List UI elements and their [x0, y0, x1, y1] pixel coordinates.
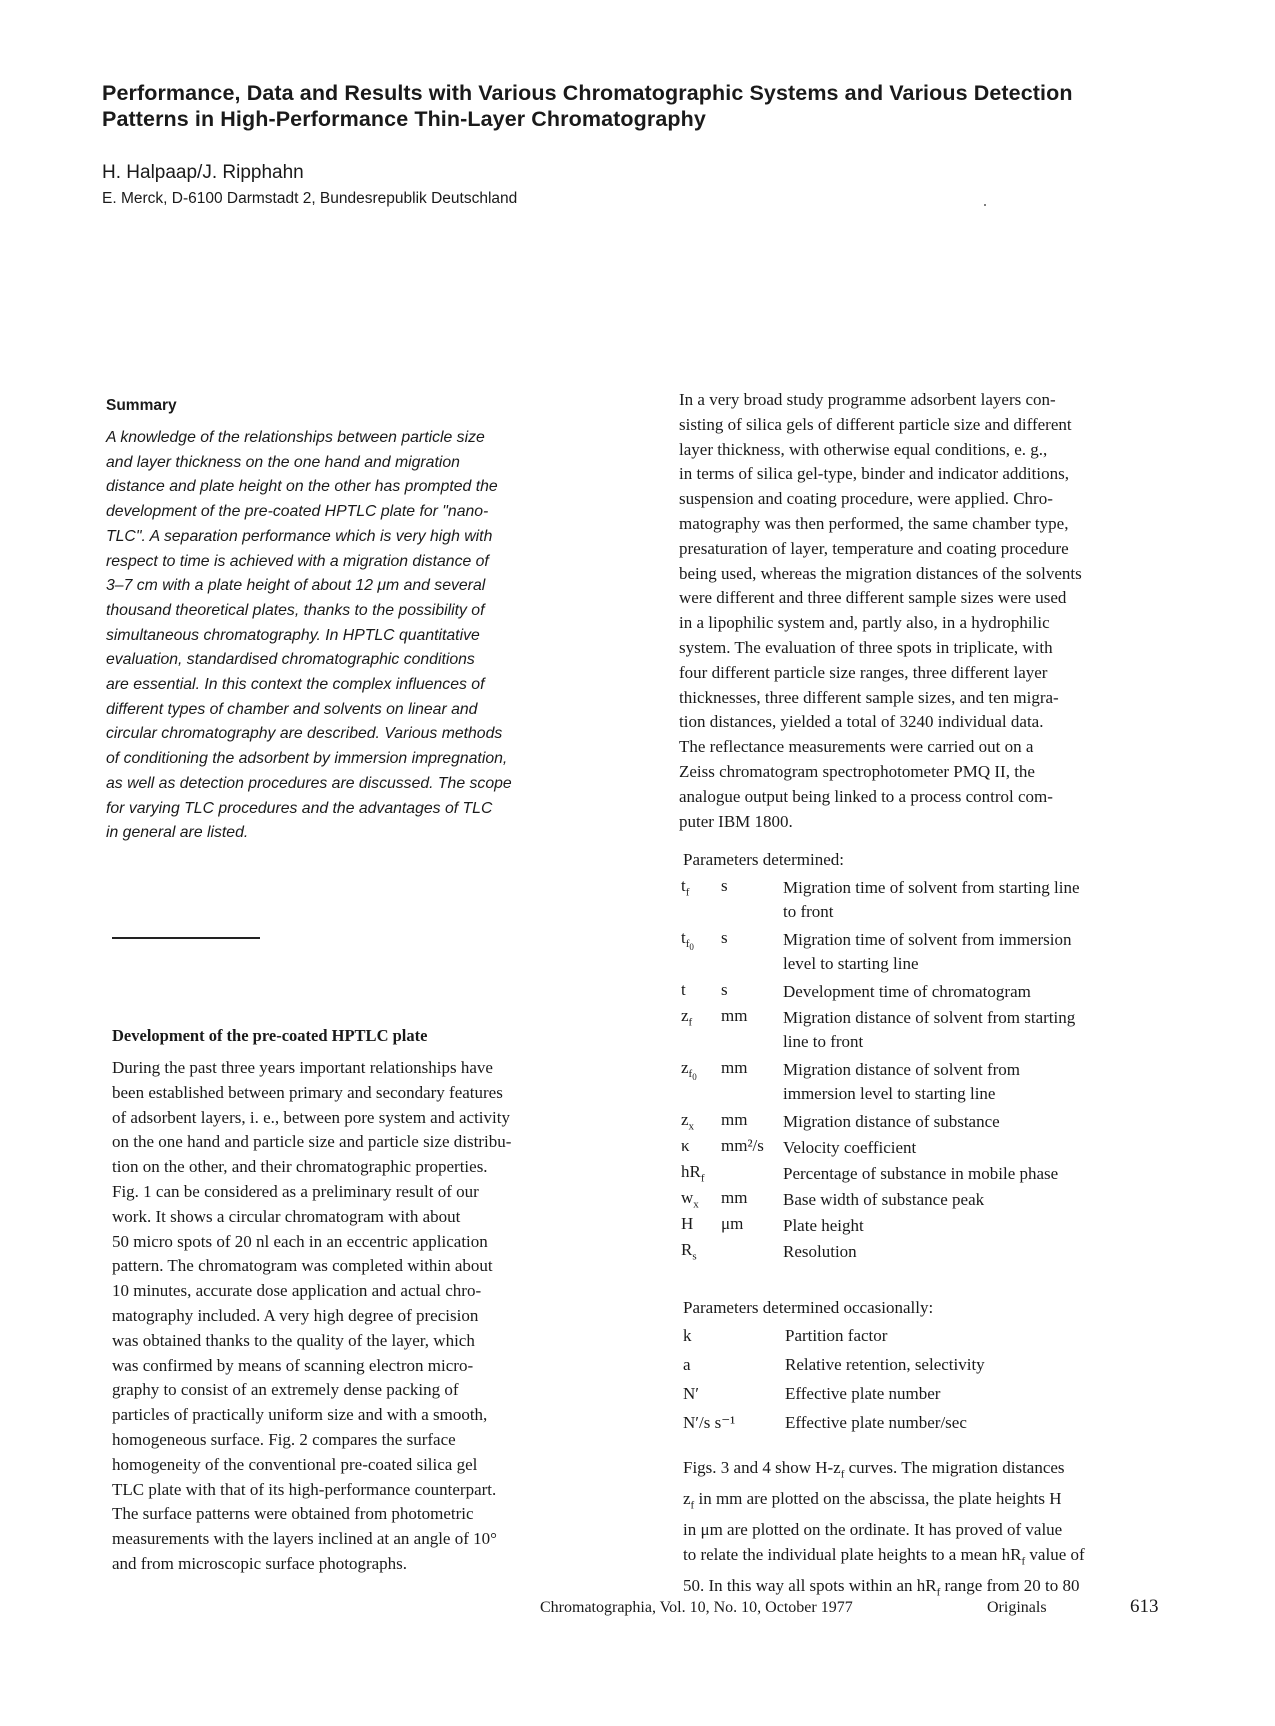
title-line: Patterns in High-Performance Thin-Layer Chromatography — [102, 107, 706, 131]
body-line: of adsorbent layers, i. e., between pore system and activity — [112, 1107, 510, 1127]
summary-line: thousand theoretical plates, thanks to the possibility of — [106, 601, 485, 619]
occasional-parameter-row — [681, 1382, 1201, 1411]
body-line: graphy to consist of an extremely dense packing of — [112, 1380, 459, 1400]
parameter-description: Velocity coefficient — [783, 1138, 917, 1157]
parameter-unit: mm — [721, 1188, 748, 1207]
occasional-parameter-row — [681, 1411, 1201, 1440]
body-line: in μm are plotted on the ordinate. It has proved of value — [683, 1520, 1063, 1540]
parameter-description: Base width of substance peak — [783, 1190, 985, 1209]
summary-line: different types of chamber and solvents on linear and — [106, 700, 478, 718]
parameter-symbol: $t_{f_0}$ — [681, 928, 694, 953]
parameter-description: Migration time of solvent from starting line to front — [783, 878, 1080, 921]
body-line: in a lipophilic system and, partly also, in a hydrophilic — [679, 613, 1050, 633]
parameter-description: Migration time of solvent from immersion level to starting line — [783, 930, 1072, 973]
summary-line: respect to time is achieved with a migration distance of — [106, 552, 489, 570]
title-line: Performance, Data and Results with Various Chromatographic Systems and Various Detection — [102, 81, 1073, 105]
parameter-row — [681, 1238, 1201, 1264]
body-line: Figs. 3 and 4 show $H-z_f$ curves. The migration distances — [683, 1458, 1065, 1481]
parameter-symbol: $w_x$ — [681, 1188, 699, 1211]
body-line: thicknesses, three different sample sizes, and ten migra- — [679, 687, 1059, 707]
speck-mark — [984, 204, 986, 206]
body-line: $z_f$ in mm are plotted on the abscissa, the plate heights H — [683, 1489, 1062, 1512]
parameter-unit: mm — [721, 1110, 748, 1129]
body-line: on the one hand and particle size and particle size distribu- — [112, 1132, 512, 1152]
parameter-symbol: $z_{f_0}$ — [681, 1058, 697, 1083]
summary-line: for varying TLC procedures and the advantages of TLC — [106, 799, 493, 817]
body-line: was confirmed by means of scanning electron micro- — [112, 1355, 474, 1375]
parameter-symbol: $R_s$ — [681, 1240, 697, 1263]
body-line: suspension and coating procedure, were applied. Chro- — [679, 489, 1053, 509]
section-divider — [112, 937, 260, 939]
article-title — [102, 80, 1102, 132]
parameter-row — [681, 1212, 1201, 1238]
occasional-parameters-list — [681, 1324, 1201, 1440]
summary-line: are essential. In this context the complex influences of — [106, 676, 485, 694]
body-line: was obtained thanks to the quality of the layer, which — [112, 1330, 475, 1350]
parameter-row — [681, 978, 1201, 1004]
parameters-heading: Parameters determined: — [683, 850, 844, 869]
parameter-description: Development time of chromatogram — [783, 982, 1031, 1001]
summary-line: distance and plate height on the other has prompted the — [106, 478, 498, 496]
parameter-description: Partition factor — [785, 1326, 888, 1345]
parameter-row — [681, 874, 1201, 926]
body-line: were different and three different sample sizes were used — [679, 588, 1067, 608]
footer-journal: Chromatographia, Vol. 10, No. 10, October 1977 — [540, 1599, 853, 1616]
body-line: Zeiss chromatogram spectrophotometer PMQ II, the — [679, 761, 1035, 781]
summary-line: and layer thickness on the one hand and migration — [106, 453, 460, 471]
body-line: tion distances, yielded a total of 3240 individual data. — [679, 712, 1044, 732]
summary-heading: Summary — [106, 397, 177, 414]
body-line: presaturation of layer, temperature and coating procedure — [679, 538, 1069, 558]
body-line: to relate the individual plate heights to a mean $hR_f$ value of — [683, 1545, 1085, 1568]
body-line: matography included. A very high degree of precision — [112, 1305, 479, 1325]
summary-line: evaluation, standardised chromatographic conditions — [106, 651, 475, 669]
parameter-description: Percentage of substance in mobile phase — [783, 1164, 1059, 1183]
parameter-symbol: H — [681, 1214, 694, 1233]
body-line: 10 minutes, accurate dose application and actual chro- — [112, 1281, 482, 1301]
parameter-description: Migration distance of solvent from immersion level to starting line — [783, 1060, 1021, 1103]
summary-line: of conditioning the adsorbent by immersion impregnation, — [106, 750, 508, 768]
parameter-description: Resolution — [783, 1242, 857, 1261]
parameter-symbol: $z_f$ — [681, 1006, 693, 1029]
right-closing-body — [683, 1456, 1203, 1606]
body-line: homogeneity of the conventional pre-coated silica gel — [112, 1454, 478, 1474]
right-intro-body — [679, 388, 1199, 834]
parameter-row — [681, 1108, 1201, 1134]
occasional-parameters-heading: Parameters determined occasionally: — [683, 1298, 934, 1317]
affiliation: E. Merck, D-6100 Darmstadt 2, Bundesrepublik Deutschland — [102, 190, 518, 207]
occasional-parameter-row — [681, 1353, 1201, 1382]
parameter-description: Relative retention, selectivity — [785, 1355, 985, 1374]
parameters-list — [681, 874, 1201, 1264]
summary-line: TLC". A separation performance which is very high with — [106, 527, 493, 545]
body-line: system. The evaluation of three spots in triplicate, with — [679, 637, 1053, 657]
parameter-unit: s — [721, 876, 728, 895]
parameter-symbol: a — [683, 1355, 691, 1374]
parameter-symbol: t — [681, 980, 686, 999]
parameter-unit: mm — [721, 1058, 748, 1077]
occasional-parameter-row — [681, 1324, 1201, 1353]
page-number: 613 — [1130, 1596, 1159, 1617]
parameter-row — [681, 1160, 1201, 1186]
body-line: pattern. The chromatogram was completed within about — [112, 1256, 493, 1276]
parameter-symbol: $hR_f$ — [681, 1162, 705, 1185]
summary-line: in general are listed. — [106, 824, 249, 842]
body-line: During the past three years important relationships have — [112, 1058, 493, 1077]
summary-line: development of the pre-coated HPTLC plate for "nano- — [106, 503, 489, 521]
parameter-symbol: $t_f$ — [681, 876, 690, 899]
body-line: homogeneous surface. Fig. 2 compares the surface — [112, 1429, 456, 1449]
body-line: 50 micro spots of 20 nl each in an eccentric application — [112, 1231, 488, 1251]
parameter-row — [681, 1056, 1201, 1108]
body-line: analogue output being linked to a process control com- — [679, 786, 1053, 806]
body-line: The reflectance measurements were carried out on a — [679, 737, 1034, 757]
parameter-description: Plate height — [783, 1216, 864, 1235]
body-line: measurements with the layers inclined at an angle of 10° — [112, 1529, 497, 1549]
body-line: puter IBM 1800. — [679, 811, 793, 831]
body-line: been established between primary and secondary features — [112, 1082, 503, 1102]
parameter-description: Migration distance of solvent from starting line to front — [783, 1008, 1076, 1051]
body-line: tion on the other, and their chromatographic properties. — [112, 1157, 488, 1177]
parameter-unit: s — [721, 980, 728, 999]
body-line: in terms of silica gel-type, binder and indicator additions, — [679, 464, 1069, 484]
summary-line: as well as detection procedures are discussed. The scope — [106, 774, 512, 792]
parameter-symbol: $z_x$ — [681, 1110, 695, 1133]
body-line: and from microscopic surface photographs. — [112, 1553, 408, 1573]
parameter-symbol: κ — [681, 1136, 690, 1155]
body-line: The surface patterns were obtained from photometric — [112, 1504, 474, 1524]
parameter-row — [681, 1186, 1201, 1212]
body-line: work. It shows a circular chromatogram with about — [112, 1206, 461, 1226]
parameter-row — [681, 1134, 1201, 1160]
parameter-description: Effective plate number/sec — [785, 1413, 967, 1432]
body-line: TLC plate with that of its high-performance counterpart. — [112, 1479, 497, 1499]
body-line: four different particle size ranges, three different layer — [679, 662, 1048, 682]
body-line: matography was then performed, the same chamber type, — [679, 513, 1069, 533]
parameter-symbol: N′ — [683, 1384, 699, 1403]
body-line: sisting of silica gels of different particle size and different — [679, 414, 1072, 434]
parameter-row — [681, 926, 1201, 978]
section-heading: Development of the pre-coated HPTLC plate — [112, 1026, 428, 1045]
body-line: being used, whereas the migration distances of the solvents — [679, 563, 1082, 583]
section-body — [112, 1056, 632, 1577]
parameter-unit: mm — [721, 1006, 748, 1025]
body-line: Fig. 1 can be considered as a preliminary result of our — [112, 1181, 479, 1201]
parameter-symbol: k — [683, 1326, 692, 1345]
parameter-unit: s — [721, 928, 728, 947]
summary-line: circular chromatography are described. Various methods — [106, 725, 503, 743]
parameter-row — [681, 1004, 1201, 1056]
body-line: particles of practically uniform size and with a smooth, — [112, 1405, 488, 1425]
body-line: layer thickness, with otherwise equal conditions, e. g., — [679, 439, 1048, 459]
parameter-unit: μm — [721, 1214, 744, 1233]
summary-text — [106, 426, 626, 846]
parameter-symbol: N′/s s⁻¹ — [683, 1413, 736, 1432]
footer-section: Originals — [987, 1599, 1047, 1616]
summary-line: A knowledge of the relationships between particle size — [106, 429, 485, 446]
summary-line: 3–7 cm with a plate height of about 12 μm and several — [106, 577, 486, 595]
parameter-description: Migration distance of substance — [783, 1112, 1000, 1131]
body-line: 50. In this way all spots within an $hR_f$ range from 20 to 80 — [683, 1576, 1080, 1599]
summary-line: simultaneous chromatography. In HPTLC quantitative — [106, 626, 480, 644]
body-line: In a very broad study programme adsorbent layers con- — [679, 390, 1056, 409]
parameter-description: Effective plate number — [785, 1384, 941, 1403]
authors: H. Halpaap/J. Ripphahn — [102, 162, 304, 183]
parameter-unit: mm²/s — [721, 1136, 764, 1155]
